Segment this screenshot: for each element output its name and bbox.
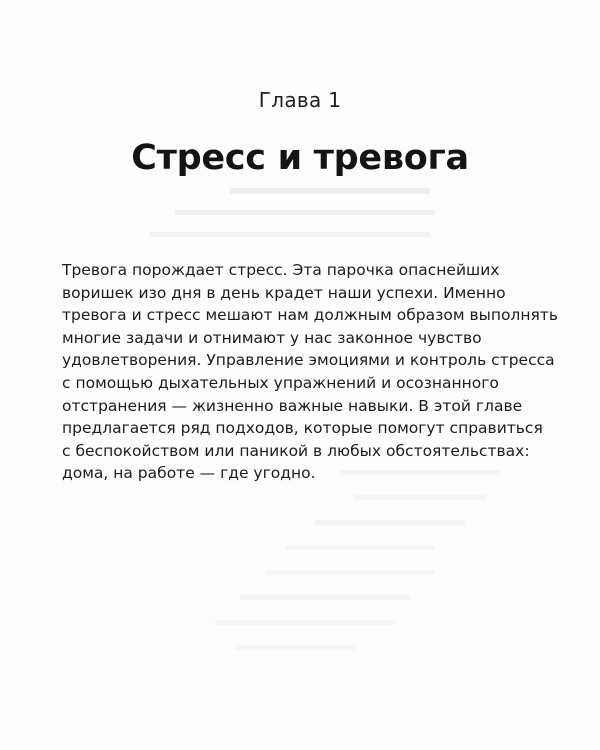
body-line: тревога и стресс мешают нам должным образом выполнять xyxy=(62,306,558,325)
chapter-title: Стресс и тревога xyxy=(131,138,469,178)
body-line: удовлетворения. Управление эмоциями и контроль стресса xyxy=(62,351,555,370)
body-line: с помощью дыхательных упражнений и осознанного xyxy=(62,373,499,392)
body-line: дома, на работе — где угодно. xyxy=(62,464,316,483)
body-line: многие задачи и отнимают у нас законное чувство xyxy=(62,328,482,347)
body-paragraph xyxy=(62,259,558,485)
chapter-label: Глава 1 xyxy=(258,88,342,112)
body-line: с беспокойством или паникой в любых обстоятельствах: xyxy=(62,441,530,460)
body-line: Тревога порождает стресс. Эта парочка опаснейших xyxy=(62,261,500,279)
body-line: отстранения — жизненно важные навыки. В этой главе xyxy=(62,396,523,415)
body-line: предлагается ряд подходов, которые помогут справиться xyxy=(62,419,543,438)
body-line: воришек изо дня в день крадет наши успехи. Именно xyxy=(62,283,506,302)
